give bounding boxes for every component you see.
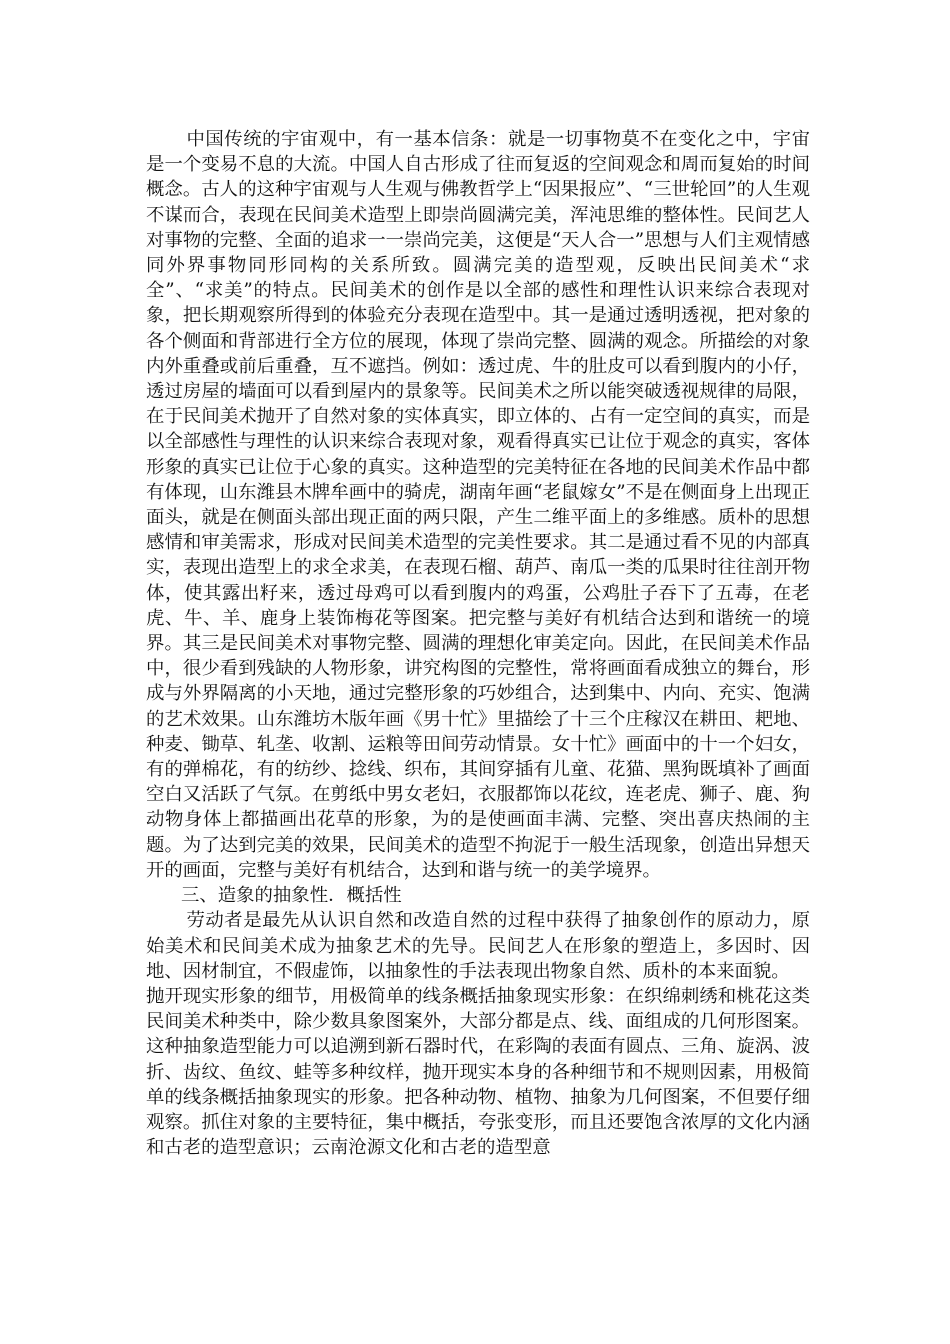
body-paragraph-2: 劳动者是最先从认识自然和改造自然的过程中获得了抽象创作的原动力，原始美术和民间美术成为抽象艺术的先导。民间艺人在形象的塑造上，多因时、因地、因材制宜，不假虚饰，以抽象性的手法表现出物象自然、质朴的本来面貌。 bbox=[146, 910, 810, 982]
section-heading: 三、造象的抽象性．概括性 bbox=[180, 885, 402, 907]
body-paragraph-1: 中国传统的宇宙观中，有一基本信条：就是一切事物莫不在变化之中，宇宙是一个变易不息的大流。中国人自古形成了往而复返的空间观念和周而复始的时间概念。古人的这种宇宙观与人生观与佛教哲学上“因果报应”、“三世轮回”的人生观不谋而合，表现在民间美术造型上即崇尚圆满完美，浑沌思维的整体性。民间艺人对事物的完整、全面的追求一一崇尚完美，这便是“天人合一”思想与人们主观情感同外界事物同形同构的关系所致。圆满完美的造型观，反映出民间美术“求全”、“求美”的特点。民间美术的创作是以全部的感性和理性认识来综合表现对象，把长期观察所得到的体验充分表现在造型中。其一是通过透明透视，把对象的各个侧面和背部进行全方位的展现，体现了崇尚完整、圆满的观念。所描绘的对象内外重叠或前后重叠，互不遮挡。例如：透过虎、牛的肚皮可以看到腹内的小仔，透过房屋的墙面可以看到屋内的景象等。民间美术之所以能突破透视规律的局限，在于民间美术抛开了自然对象的实体真实，即立体的、占有一定空间的真实，而是以全部感性与理性的认识来综合表现对象，观看得真实已让位于观念的真实，客体形象的真实已让位于心象的真实。这种造型的完美特征在各地的民间美术作品中都有体现，山东潍县木牌牟画中的骑虎，湖南年画“老鼠嫁女”不是在侧面身上出现正面头，就是在侧面头部出现正面的两只限，产生二维平面上的多维感。质朴的思想感情和审美需求，形成对民间美术造型的完美性要求。其二是通过看不见的内部真实，表现出造型上的求全求美，在表现石榴、葫芦、南瓜一类的瓜果时往往剖开物体，使其露出籽来，透过母鸡可以看到腹内的鸡蛋，公鸡肚子吞下了五毒，在老虎、牛、羊、鹿身上装饰梅花等图案。把完整与美好有机结合达到和谐统一的境界。其三是民间美术对事物完整、圆满的理想化审美定向。因此，在民间美术作品中，很少看到残缺的人物形象，讲究构图的完整性，常将画面看成独立的舞台，形成与外界隔离的小天地，通过完整形象的巧妙组合，达到集中、内向、充实、饱满的艺术效果。山东潍坊木版年画《男十忙》里描绘了十三个庄稼汉在耕田、耙地、种麦、锄草、轧垄、收割、运粮等田间劳动情景。女十忙》画面中的十一个妇女，有的弹棉花，有的纺纱、捻线、织布，其间穿插有儿童、花猫、黑狗既填补了画面空白又活跃了气氛。在剪纸中男女老妇，衣服都饰以花纹，连老虎、狮子、鹿、狗动物身体上都描画出花草的形象，为的是使画面丰满、完整、突出喜庆热闹的主题。为了达到完美的效果，民间美术的造型不拘泥于一般生活现象，创造出异想天开的画面，完整与美好有机结合，达到和谐与统一的美学境界。 bbox=[146, 129, 810, 881]
document-page bbox=[146, 127, 810, 1160]
body-paragraph-3: 抛开现实形象的细节，用极简单的线条概括抽象现实形象：在织绵刺绣和桃花这类民间美术种类中，除少数具象图案外，大部分都是点、线、面组成的几何形图案。这种抽象造型能力可以追溯到新石器时代，在彩陶的表面有圆点、三角、旋涡、波折、齿纹、鱼纹、蛙等多种纹样，抛开现实本身的各种细节和不规则因素，用极简单的线条概括抽象现实的形象。把各种动物、植物、抽象为几何图案，不但要仔细观察。抓住对象的主要特征，集中概括，夸张变形，而且还要饱含浓厚的文化内涵和古老的造型意识；云南沧源文化和古老的造型意 bbox=[146, 985, 810, 1159]
